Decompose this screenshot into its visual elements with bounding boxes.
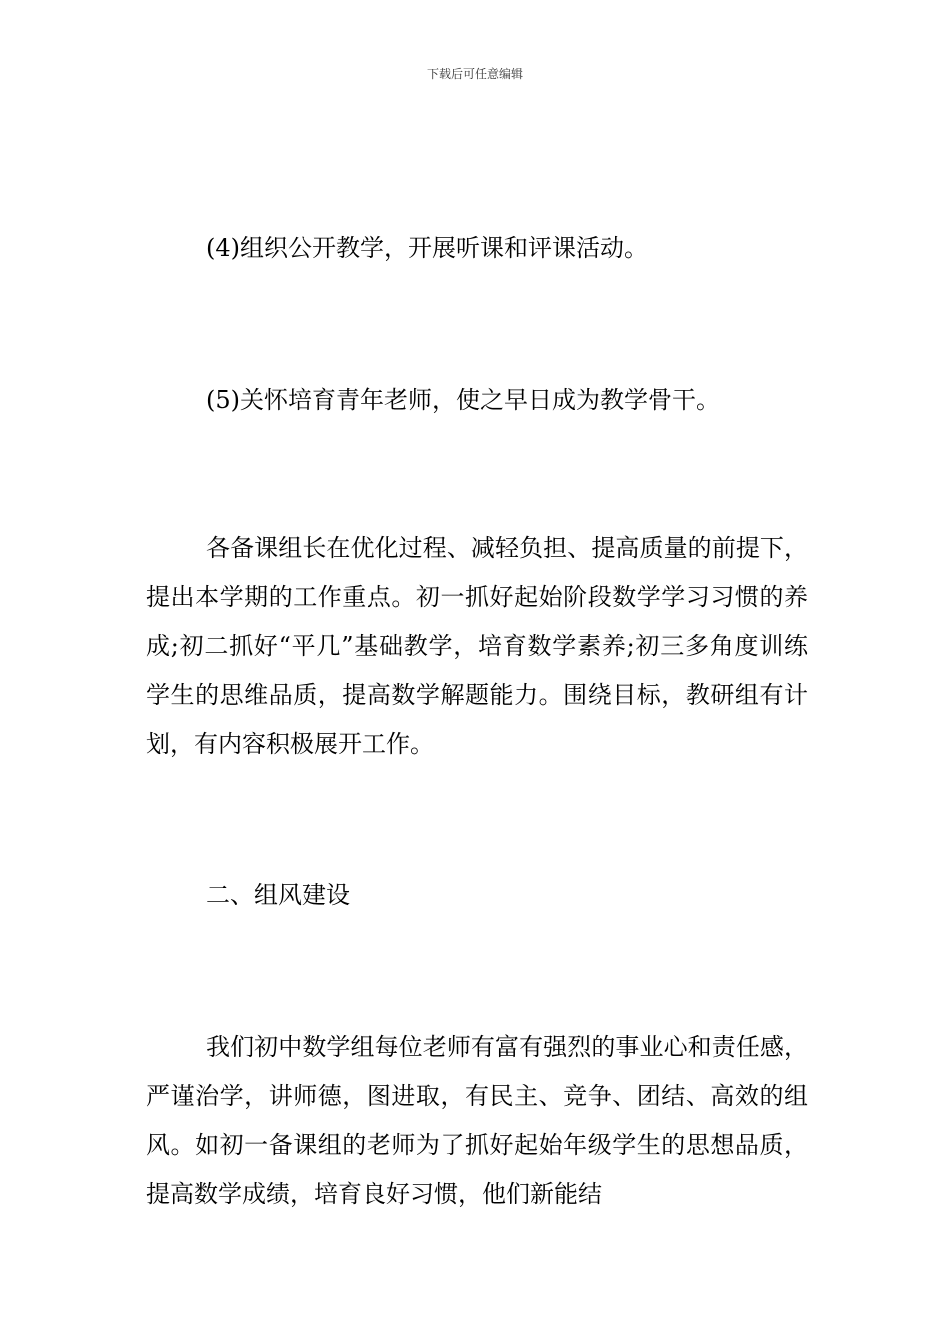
section-heading: 二、组风建设 bbox=[206, 881, 350, 909]
list-item-4: (4)组织公开教学，开展听课和评课活动。 bbox=[206, 234, 648, 262]
body-paragraph-work-focus: 各备课组长在优化过程、减轻负担、提高质量的前提下，提出本学期的工作重点。初一抓好起始阶段数学学习习惯的养成;初二抓好“平几”基础教学，培育数学素养;初三多角度训练学生的思维品质，提高数学解题能力。围绕目标，教研组有计划，有内容积极展开工作。 bbox=[146, 534, 808, 758]
list-item-5: (5)关怀培育青年老师，使之早日成为教学骨干。 bbox=[206, 386, 720, 414]
body-paragraph-group-style: 我们初中数学组每位老师有富有强烈的事业心和责任感，严谨治学，讲师德，图进取，有民主、竞争、团结、高效的组风。如初一备课组的老师为了抓好起始年级学生的思想品质，提高数学成绩，培育良好习惯，他们新能结 bbox=[146, 1033, 808, 1208]
page-header-note: 下载后可任意编辑 bbox=[426, 67, 523, 81]
